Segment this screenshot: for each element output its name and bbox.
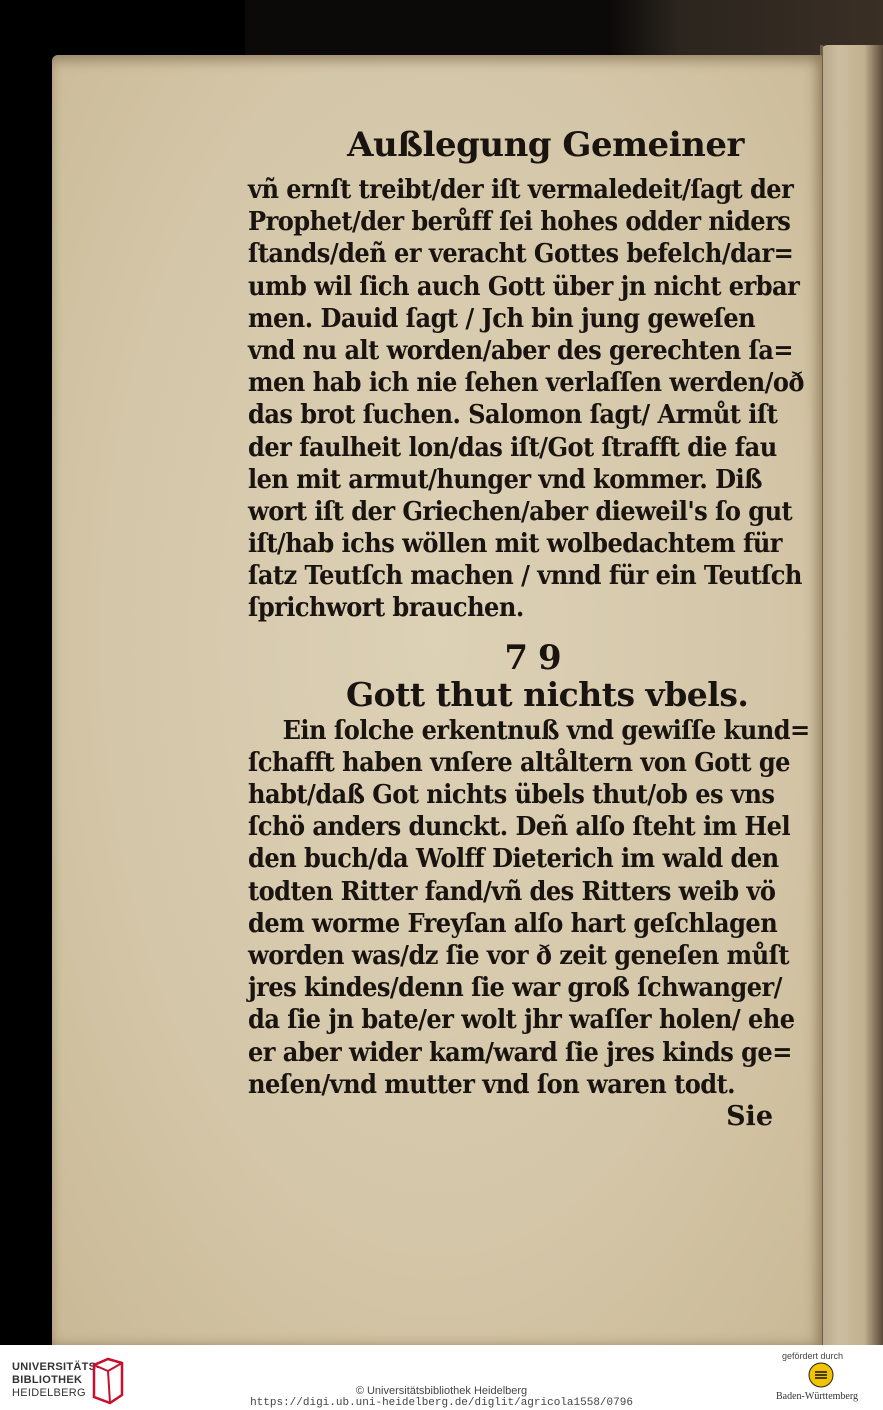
text-line: ſtands/deñ er veracht Gottes befelch/dar= bbox=[248, 238, 794, 270]
text-line: er aber wider kam/ward ſie jres kinds ge= bbox=[248, 1036, 792, 1068]
paragraph-bottom bbox=[248, 714, 810, 1101]
text-line: das brot ſuchen. Salomon ſagt/ Armůt iſt bbox=[248, 399, 778, 431]
text-line: vnd nu alt worden/aber des gerechten ſa= bbox=[248, 334, 794, 366]
footer-bar bbox=[0, 1345, 883, 1410]
section-title: Gott thut nichts vbels. bbox=[346, 674, 749, 714]
text-line: jres kindes/denn ſie war groß ſchwanger/ bbox=[248, 972, 782, 1004]
text-line: wort iſt der Griechen/aber dieweil's ſo gut bbox=[248, 495, 793, 527]
page-text bbox=[248, 122, 810, 1133]
library-name-line: HEIDELBERG bbox=[12, 1387, 86, 1399]
text-line: ſchafft haben vnſere altåltern von Gott ge bbox=[248, 746, 790, 778]
text-line: vñ ernſt treibt/der iſt vermaledeit/ſagt der bbox=[248, 174, 794, 205]
text-line: umb wil ſich auch Gott über jn nicht erbar bbox=[248, 270, 800, 302]
permalink-url[interactable]: https://digi.ub.uni-heidelberg.de/diglit/agricola1558/0796 bbox=[250, 1397, 633, 1409]
text-line: iſt/hab ichs wöllen mit wolbedachtem für bbox=[248, 528, 782, 560]
text-line: Prophet/der berůff ſei hohes odder niders bbox=[248, 206, 791, 238]
section-number: 79 bbox=[504, 637, 572, 678]
text-line: ſatz Teutſch machen / vnnd für ein Teutſch bbox=[248, 560, 802, 592]
text-line: der faulheit lon/das iſt/Got ſtrafft die fau bbox=[248, 431, 777, 463]
sponsor-name[interactable]: Baden-Württemberg bbox=[776, 1391, 859, 1402]
text-line: habt/daß Got nichts übels thut/ob es vns bbox=[248, 779, 775, 810]
text-line: len mit armut/hunger vnd kommer. Diß bbox=[248, 463, 762, 495]
text-line: Ein ſolche erkentnuß vnd gewiſſe kund= bbox=[282, 714, 810, 746]
text-line: worden was/dz ſie vor ð zeit geneſen můſt bbox=[248, 939, 789, 971]
catchword: Sie bbox=[726, 1100, 773, 1132]
next-page-edge bbox=[820, 45, 883, 1345]
baden-wuerttemberg-seal-icon bbox=[808, 1362, 834, 1388]
sponsor-label: gefördert durch bbox=[782, 1351, 844, 1361]
text-line: todten Ritter fand/vñ des Ritters weib vö bbox=[248, 875, 776, 907]
text-line: ſchö anders dunckt. Deñ alſo ſteht im Hel bbox=[248, 811, 791, 843]
paragraph-top bbox=[248, 174, 804, 625]
text-line: da ſie jn bate/er wolt jhr waſſer holen/ ehe bbox=[248, 1004, 795, 1036]
text-line: den buch/da Wolff Dieterich im wald den bbox=[248, 843, 779, 875]
text-line: neſen/vnd mutter vnd ſon waren todt. bbox=[248, 1068, 736, 1100]
text-line: dem worme Freyſan alſo hart geſchlagen bbox=[248, 907, 778, 939]
copyright-notice: © Universitätsbibliothek Heidelberg bbox=[355, 1385, 528, 1397]
text-line: men. Dauid ſagt / Jch bin jung geweſen bbox=[248, 302, 756, 334]
running-head: Außlegung Gemeiner bbox=[347, 125, 744, 165]
library-name-line: UNIVERSITÄTS- bbox=[12, 1361, 101, 1373]
text-line: ſprichwort brauchen. bbox=[248, 592, 524, 624]
text-line: men hab ich nie ſehen verlaſſen werden/oð bbox=[248, 367, 804, 399]
library-name-line: BIBLIOTHEK bbox=[12, 1374, 83, 1386]
